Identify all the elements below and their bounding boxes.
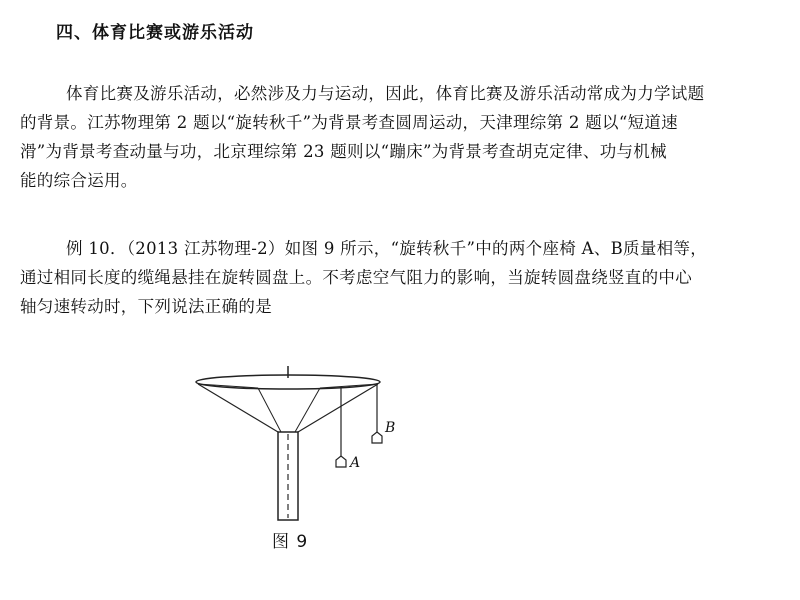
label-b: B (385, 420, 396, 436)
brace-right (298, 384, 378, 432)
brace-left (198, 384, 278, 432)
example-line: 通过相同长度的缆绳悬挂在旋转圆盘上。不考虑空气阻力的影响，当旋转圆盘绕竖直的中心 (20, 268, 692, 287)
intro-line: 的背景。江苏物理第 2 题以“旋转秋千”为背景考查圆周运动，天津理综第 2 题以“短道速 (20, 113, 678, 132)
intro-line: 滑”为背景考查动量与功，北京理综第 23 题则以“蹦床”为背景考查胡克定律、功与机械 (20, 142, 667, 161)
intro-line: 体育比赛及游乐活动，必然涉及力与运动，因此，体育比赛及游乐活动常成为力学试题 (66, 84, 705, 103)
example-paragraph (20, 234, 788, 321)
section-heading: 四、体育比赛或游乐活动 (56, 23, 254, 43)
seat-a (336, 456, 346, 467)
label-a: A (350, 455, 361, 471)
brace-inner-right (295, 388, 320, 432)
example-line: 轴匀速转动时，下列说法正确的是 (20, 297, 272, 316)
brace-inner-left (258, 388, 281, 432)
intro-paragraph (20, 79, 788, 195)
seat-b (372, 432, 382, 443)
figure-caption: 图 9 (272, 532, 309, 552)
example-line: 例 10．（2013 江苏物理-2）如图 9 所示，“旋转秋千”中的两个座椅 A、B质量相等， (66, 239, 708, 258)
intro-line: 能的综合运用。 (20, 171, 138, 190)
